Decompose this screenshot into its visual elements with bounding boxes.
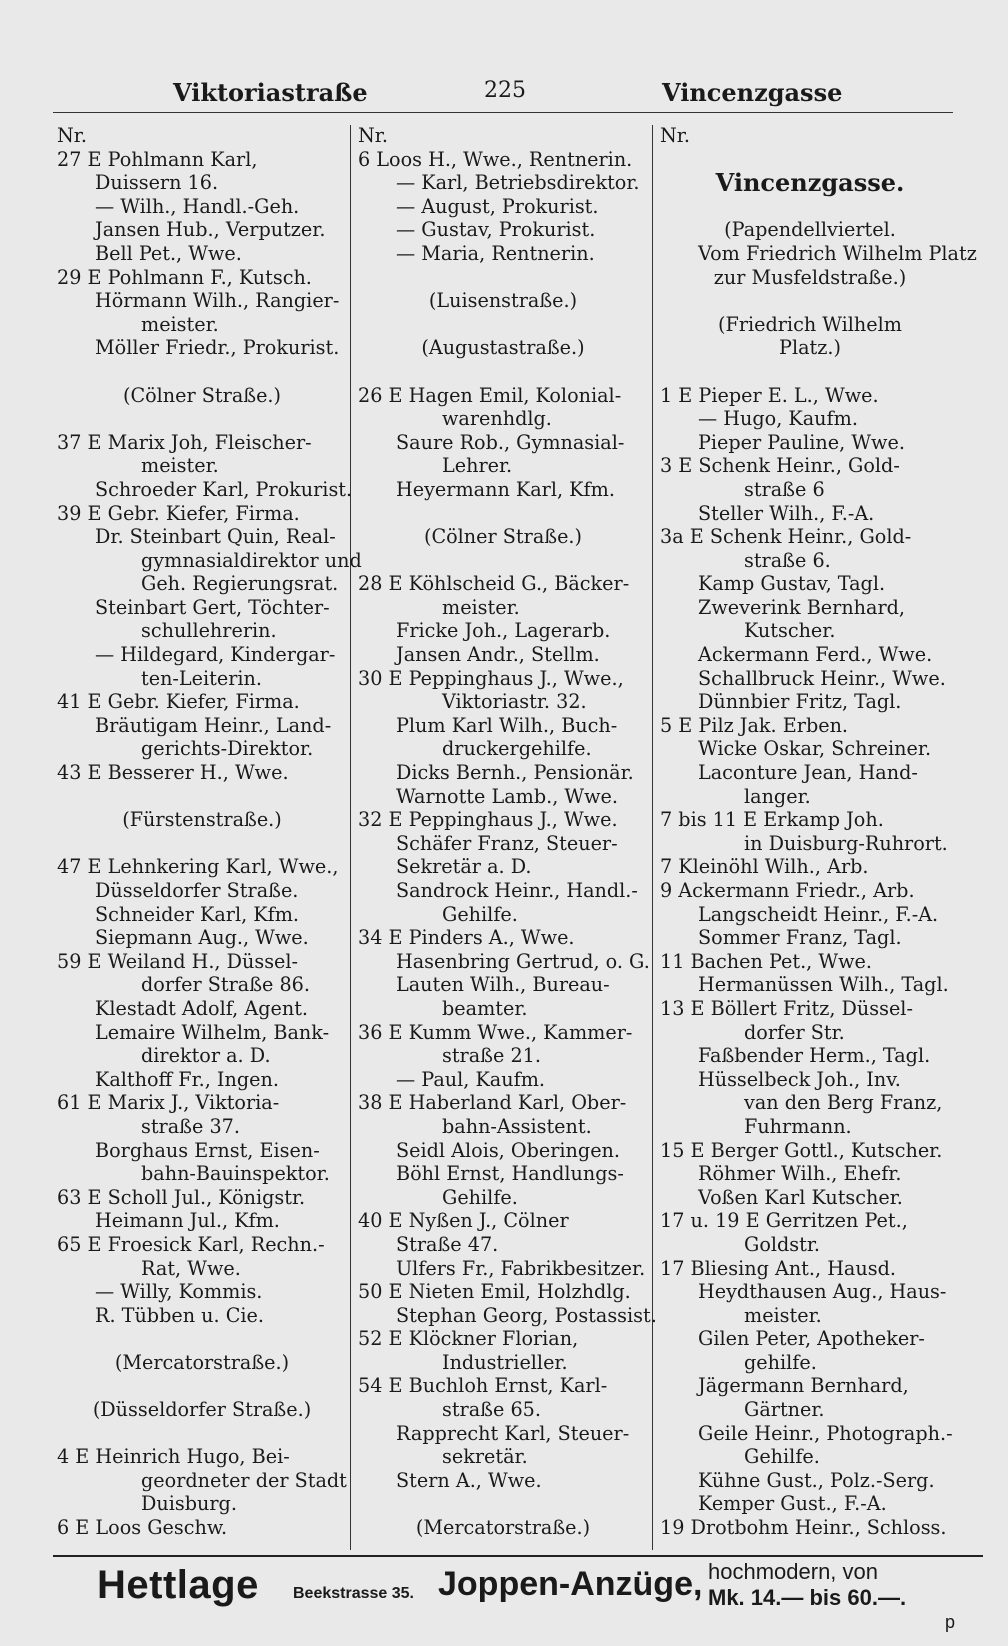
entry-line: Hörmann Wilh., Rangier-: [95, 289, 340, 313]
entry-line: Sekretär a. D.: [396, 855, 532, 879]
entry-line: 13 E Böllert Fritz, Düssel-: [660, 996, 913, 1020]
entry-line: Dicks Bernh., Pensionär.: [396, 761, 634, 785]
entry-line: 1 E Pieper E. L., Wwe.: [660, 383, 879, 407]
entry-line: Hüsselbeck Joh., Inv.: [698, 1067, 901, 1091]
entry-line: Schäfer Franz, Steuer-: [396, 831, 618, 855]
entry-line: [57, 407, 347, 431]
entry-line: Vom Friedrich Wilhelm Platz: [698, 241, 977, 265]
entry-line: Gilen Peter, Apotheker-: [698, 1327, 925, 1351]
entry-line: dorfer Str.: [744, 1020, 845, 1044]
entry-line: geordneter der Stadt: [141, 1468, 347, 1492]
entry-line: 17 u. 19 E Gerritzen Pet.,: [660, 1209, 908, 1233]
entry-line: Faßbender Herm., Tagl.: [698, 1044, 931, 1068]
entry-line: gerichts-Direktor.: [141, 737, 314, 761]
entry-line: 4 E Heinrich Hugo, Bei-: [57, 1445, 290, 1469]
entry-line: Langscheidt Heinr., F.-A.: [698, 902, 939, 926]
entry-line: Stephan Georg, Postassist.: [396, 1303, 657, 1327]
entry-line: Dr. Steinbart Quin, Real-: [95, 525, 336, 549]
entry-line: 6 Loos H., Wwe., Rentnerin.: [358, 147, 633, 171]
entry-line: Bräutigam Heinr., Land-: [95, 713, 332, 737]
entry-line: Gehilfe.: [744, 1445, 820, 1469]
entry-line: 19 Drotbohm Heinr., Schloss.: [660, 1516, 947, 1540]
entry-line: Borghaus Ernst, Eisen-: [95, 1138, 320, 1162]
column-divider: [652, 125, 653, 1550]
entry-line: Kühne Gust., Polz.-Serg.: [698, 1468, 935, 1492]
entry-line: Vincenzgasse.: [715, 168, 905, 198]
entry-line: [57, 832, 347, 856]
column-2: [358, 124, 657, 1540]
entry-line: (Cölner Straße.): [122, 383, 282, 407]
entry-line: Jägermann Bernhard,: [698, 1374, 909, 1398]
entry-line: [358, 549, 648, 573]
entry-line: schullehrerin.: [141, 619, 277, 643]
entry-line: Lauten Wilh., Bureau-: [396, 973, 610, 997]
entry-line: [660, 195, 960, 219]
column-3: [660, 124, 977, 1540]
entry-line: 29 E Pohlmann F., Kutsch.: [57, 265, 312, 289]
entry-line: Gehilfe.: [442, 902, 518, 926]
entry-line: meister.: [442, 595, 520, 619]
entry-line: — Maria, Rentnerin.: [396, 241, 595, 265]
entry-line: Warnotte Lamb., Wwe.: [396, 784, 619, 808]
entry-line: [358, 266, 648, 290]
entry-line: 5 E Pilz Jak. Erben.: [660, 713, 849, 737]
entry-line: Heyermann Karl, Kfm.: [396, 477, 615, 501]
entry-line: 3a E Schenk Heinr., Gold-: [660, 525, 912, 549]
entry-line: 39 E Gebr. Kiefer, Firma.: [57, 501, 300, 525]
entry-line: 47 E Lehnkering Karl, Wwe.,: [57, 855, 339, 879]
entry-line: (Mercatorstraße.): [114, 1350, 290, 1374]
entry-line: meister.: [141, 312, 219, 336]
entry-line: langer.: [744, 784, 811, 808]
entry-line: Duissern 16.: [95, 171, 219, 195]
entry-line: 15 E Berger Gottl., Kutscher.: [660, 1138, 943, 1162]
entry-line: Schroeder Karl, Prokurist.: [95, 477, 353, 501]
entry-line: Siepmann Aug., Wwe.: [95, 926, 309, 950]
entry-line: Kalthoff Fr., Ingen.: [95, 1067, 279, 1091]
header-rule: [53, 112, 953, 113]
entry-line: 43 E Besserer H., Wwe.: [57, 761, 289, 785]
entry-line: Schallbruck Heinr., Wwe.: [698, 666, 946, 690]
entry-line: — Wilh., Handl.-Geh.: [95, 194, 300, 218]
entry-line: 26 E Hagen Emil, Kolonial-: [358, 383, 622, 407]
entry-line: Gehilfe.: [442, 1185, 518, 1209]
entry-line: Sandrock Heinr., Handl.-: [396, 879, 638, 902]
entry-line: 30 E Peppinghaus J., Wwe.,: [358, 666, 624, 690]
entry-line: [358, 1492, 648, 1516]
entry-line: [57, 360, 347, 384]
entry-line: ten-Leiterin.: [141, 666, 262, 690]
entry-line: Zweverink Bernhard,: [698, 595, 906, 619]
entry-line: Jansen Andr., Stellm.: [396, 643, 600, 667]
entry-line: — Karl, Betriebsdirektor.: [396, 171, 640, 195]
entry-line: Straße 47.: [396, 1232, 499, 1256]
entry-line: straße 6: [744, 477, 825, 501]
entry-line: Kemper Gust., F.-A.: [698, 1492, 887, 1516]
entry-line: Laconture Jean, Hand-: [698, 761, 918, 785]
entry-line: Schneider Karl, Kfm.: [95, 902, 300, 926]
entry-line: Kamp Gustav, Tagl.: [698, 572, 886, 596]
entry-line: 59 E Weiland H., Düssel-: [57, 949, 299, 973]
entry-line: Lehrer.: [442, 454, 513, 478]
entry-line: Bell Pet., Wwe.: [95, 241, 242, 265]
entry-line: meister.: [141, 454, 219, 478]
entry-line: Stern A., Wwe.: [396, 1468, 542, 1492]
entry-line: Viktoriastr. 32.: [442, 690, 587, 714]
entry-line: Steinbart Gert, Töchter-: [95, 595, 330, 619]
entry-line: [57, 1327, 347, 1351]
advertisement: [53, 1555, 983, 1632]
entry-line: 52 E Klöckner Florian,: [358, 1327, 579, 1351]
ad-tagline: hochmodern, von: [708, 1559, 878, 1584]
entry-line: bahn-Assistent.: [442, 1114, 592, 1138]
entry-line: 54 E Buchloh Ernst, Karl-: [358, 1374, 608, 1398]
entry-line: [660, 360, 960, 384]
entry-line: Plum Karl Wilh., Buch-: [396, 713, 618, 737]
entry-line: bahn-Bauinspektor.: [141, 1162, 330, 1186]
entry-line: [358, 313, 648, 337]
entry-line: warenhdlg.: [442, 407, 552, 431]
entry-line: gymnasialdirektor und: [141, 548, 362, 572]
entry-line: Pieper Pauline, Wwe.: [698, 430, 905, 454]
entry-line: — Gustav, Prokurist.: [396, 218, 596, 242]
entry-line: Nr.: [57, 124, 87, 147]
entry-line: Rapprecht Karl, Steuer-: [396, 1421, 630, 1445]
entry-line: straße 65.: [442, 1398, 541, 1422]
entry-line: — Hildegard, Kindergar-: [95, 643, 336, 667]
entry-line: [358, 360, 648, 384]
entry-line: zur Musfeldstraße.): [713, 265, 907, 289]
entry-line: 40 E Nyßen J., Cölner: [358, 1209, 569, 1233]
entry-line: R. Tübben u. Cie.: [95, 1303, 265, 1327]
entry-line: Steller Wilh., F.-A.: [698, 501, 875, 525]
entry-line: meister.: [744, 1303, 822, 1327]
entry-line: Rat, Wwe.: [141, 1256, 241, 1280]
entry-line: 37 E Marix Joh, Fleischer-: [57, 430, 312, 454]
entry-line: 61 E Marix J., Viktoria-: [57, 1091, 280, 1115]
entry-line: straße 21.: [442, 1044, 541, 1068]
header-street-right: Vincenzgasse: [662, 78, 843, 107]
header-street-left: Viktoriastraße: [173, 78, 368, 107]
entry-line: Seidl Alois, Oberingen.: [396, 1138, 621, 1162]
ad-price: Mk. 14.— bis 60.—.: [708, 1585, 907, 1610]
entry-line: Fricke Joh., Lagerarb.: [396, 619, 611, 643]
entry-line: (Friedrich Wilhelm: [718, 312, 902, 336]
entry-line: Geh. Regierungsrat.: [141, 572, 339, 596]
entry-line: Kutscher.: [744, 619, 836, 643]
entry-line: direktor a. D.: [141, 1044, 271, 1068]
entry-line: 7 Kleinöhl Wilh., Arb.: [660, 855, 869, 879]
entry-line: 36 E Kumm Wwe., Kammer-: [358, 1020, 633, 1044]
entry-line: Saure Rob., Gymnasial-: [396, 430, 625, 454]
ad-product: Joppen-Anzüge,: [438, 1565, 703, 1603]
entry-line: Sommer Franz, Tagl.: [698, 926, 902, 950]
entry-line: — Willy, Kommis.: [95, 1280, 263, 1304]
entry-line: (Düsseldorfer Straße.): [92, 1398, 312, 1422]
entry-line: Platz.): [779, 336, 841, 360]
entry-line: (Augustastraße.): [421, 336, 585, 360]
column-divider: [350, 125, 351, 1550]
entry-line: 7 bis 11 E Erkamp Joh.: [660, 808, 884, 832]
entry-line: in Duisburg-Ruhrort.: [744, 831, 948, 855]
entry-line: 32 E Peppinghaus J., Wwe.: [358, 808, 618, 832]
entry-line: dorfer Straße 86.: [141, 973, 310, 997]
entry-line: druckergehilfe.: [442, 737, 592, 761]
entry-line: 28 E Köhlscheid G., Bäcker-: [358, 572, 630, 596]
entry-line: — Paul, Kaufm.: [396, 1067, 545, 1091]
page-number: 225: [484, 78, 526, 103]
entry-line: gehilfe.: [744, 1350, 817, 1374]
entry-line: Hermanüssen Wilh., Tagl.: [698, 973, 949, 997]
entry-line: Heimann Jul., Kfm.: [95, 1209, 280, 1233]
ad-brand: Hettlage: [97, 1563, 259, 1607]
entry-line: 41 E Gebr. Kiefer, Firma.: [57, 690, 300, 714]
entry-line: 38 E Haberland Karl, Ober-: [358, 1091, 627, 1115]
entry-line: Gärtner.: [744, 1398, 825, 1422]
entry-line: (Luisenstraße.): [428, 289, 578, 313]
entry-line: 6 E Loos Geschw.: [57, 1516, 228, 1540]
entry-line: 50 E Nieten Emil, Holzhdlg.: [358, 1280, 631, 1304]
entry-line: Ackermann Ferd., Wwe.: [698, 643, 933, 667]
entry-line: Klestadt Adolf, Agent.: [95, 996, 309, 1020]
entry-line: sekretär.: [442, 1445, 528, 1469]
signature-mark: p: [945, 1612, 956, 1632]
entry-line: Fuhrmann.: [744, 1114, 852, 1138]
entry-line: Geile Heinr., Photograph.-: [698, 1421, 953, 1445]
entry-line: Goldstr.: [744, 1232, 821, 1256]
entry-line: [57, 1374, 347, 1398]
entry-line: van den Berg Franz,: [744, 1091, 943, 1115]
entry-line: 3 E Schenk Heinr., Gold-: [660, 454, 900, 478]
entry-line: Nr.: [660, 124, 690, 147]
entry-line: Voßen Karl Kutscher.: [698, 1185, 903, 1209]
entry-line: 65 E Froesick Karl, Rechn.-: [57, 1232, 325, 1256]
entry-line: Heydthausen Aug., Haus-: [698, 1280, 947, 1304]
entry-line: Dünnbier Fritz, Tagl.: [698, 690, 902, 714]
entry-line: (Cölner Straße.): [423, 525, 583, 549]
entry-line: 11 Bachen Pet., Wwe.: [660, 949, 872, 973]
entry-line: 9 Ackermann Friedr., Arb.: [660, 879, 915, 902]
entry-line: Lemaire Wilhelm, Bank-: [95, 1020, 330, 1044]
entry-line: Düsseldorfer Straße.: [95, 879, 299, 902]
entry-line: beamter.: [442, 996, 528, 1020]
entry-line: Industrieller.: [442, 1350, 568, 1374]
entry-line: Nr.: [358, 124, 388, 147]
entry-line: Ulfers Fr., Fabrikbesitzer.: [396, 1256, 646, 1280]
entry-line: Röhmer Wilh., Ehefr.: [698, 1162, 902, 1186]
entry-line: Wicke Oskar, Schreiner.: [698, 737, 932, 761]
entry-line: [358, 502, 648, 526]
entry-line: Jansen Hub., Verputzer.: [95, 218, 326, 242]
entry-line: — August, Prokurist.: [396, 194, 599, 218]
entry-line: (Mercatorstraße.): [415, 1516, 591, 1540]
entry-line: 34 E Pinders A., Wwe.: [358, 926, 575, 950]
entry-line: straße 37.: [141, 1114, 240, 1138]
entry-line: Möller Friedr., Prokurist.: [95, 336, 340, 360]
ad-address: Beekstrasse 35.: [293, 1585, 414, 1602]
entry-line: — Hugo, Kaufm.: [698, 407, 858, 431]
entry-line: Böhl Ernst, Handlungs-: [396, 1162, 624, 1186]
entry-line: [660, 289, 960, 313]
entry-line: 27 E Pohlmann Karl,: [57, 147, 258, 171]
entry-line: [57, 1422, 347, 1446]
entry-line: Duisburg.: [141, 1492, 237, 1516]
entry-line: (Fürstenstraße.): [122, 808, 282, 832]
entry-line: Hasenbring Gertrud, o. G.: [396, 949, 650, 973]
entry-line: [57, 785, 347, 809]
column-1: [57, 124, 362, 1540]
entry-line: 63 E Scholl Jul., Königstr.: [57, 1185, 306, 1209]
entry-line: straße 6.: [744, 548, 831, 572]
entry-line: (Papendellviertel.: [724, 218, 896, 242]
entry-line: 17 Bliesing Ant., Hausd.: [660, 1256, 896, 1280]
